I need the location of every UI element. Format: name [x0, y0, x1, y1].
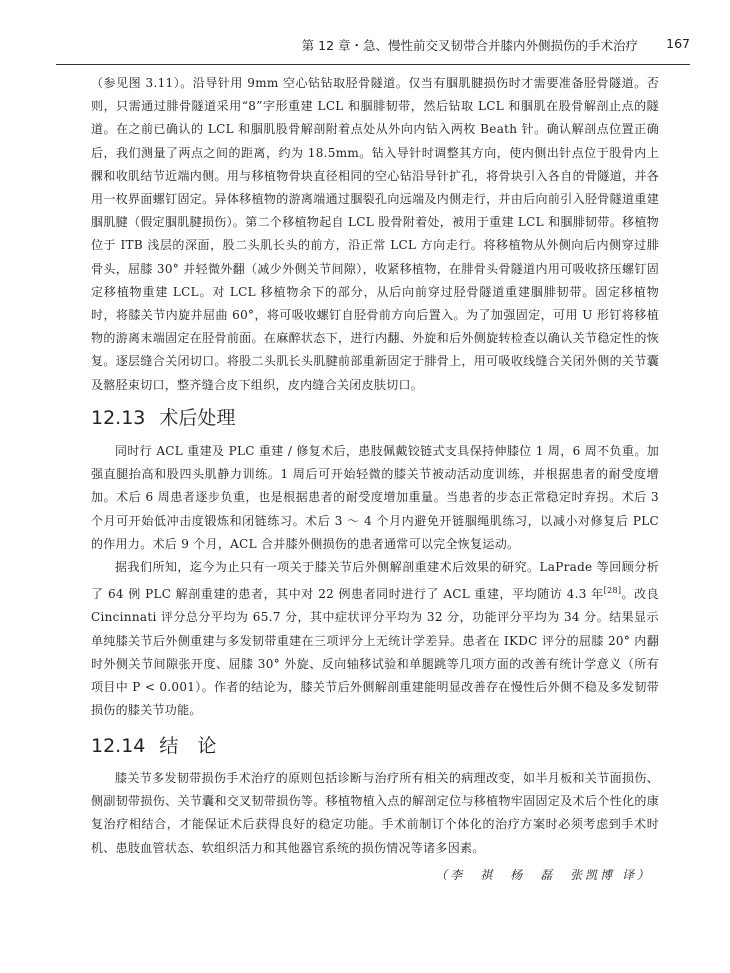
page-header: [56, 24, 690, 65]
paragraph-text: 。改良 Cincinnati 评分总分平均为 65.7 分，其中症状评分平均为 32 分，功能评分平均为 34 分。结果显示单纯膝关节后外侧重建与多发韧带重建在三项评分上无统计学差异。患者在 IKDC 评分的屈膝 20° 内翻时外侧关节间隙张开度、屈膝 30° 外旋、反向轴移试验和单腿跳等几项方面的改善有统计学意义（所有项目中 P < 0.001）。作者的结论为，膝关节后外侧解剖重建能明显改善存在慢性后外侧不稳及多发韧带损伤的膝关节功能。: [91, 587, 659, 718]
paragraph-text: 据我们所知，迄今为止只有一项关于膝关节后外侧解剖重建术后效果的研究。LaPrade 等回顾分析了 64 例 PLC 解剖重建的患者，其中对 22 例患者同时进行了 ACL 重建，平均随访 4.3 年: [91, 560, 659, 602]
postop-paragraph-2: [91, 556, 659, 722]
section-title: 术后处理: [159, 407, 236, 429]
intro-paragraph: （参见图 3.11）。沿导针用 9mm 空心钻钻取胫骨隧道。仅当有腘肌腱损伤时才需要准备胫骨隧道。否则，只需通过腓骨隧道采用“8”字形重建 LCL 和腘腓韧带，然后钻取 LCL 和腘肌在股骨解剖止点的隧道。在之前已确认的 LCL 和腘肌股骨解剖附着点处从外向内钻入两枚 Beath 针。确认解剖点位置正确后，我们测量了两点之间的距离，约为 18.5mm。钻入导针时调整其方向，使内侧出针点位于股骨内上髁和收肌结节近端内侧。用与移植物骨块直径相同的空心钻沿导针扩孔，将骨块引入各自的骨隧道，并各用一枚界面螺钉固定。异体移植物的游离端通过腘裂孔向远端及内侧走行，并由后向前引入胫骨隧道重建腘肌腱（假定腘肌腱损伤）。第二个移植物起自 LCL 股骨附着处，被用于重建 LCL 和腘腓韧带。移植物位于 ITB 浅层的深面，股二头肌长头的前方，沿正常 LCL 方向走行。将移植物从外侧向后内侧穿过腓骨头，屈膝 30° 并轻微外翻（减少外侧关节间隙），收紧移植物，在腓骨头骨隧道内用可吸收挤压螺钉固定移植物重建 LCL。对 LCL 移植物余下的部分，从后向前穿过胫骨隧道重建腘腓韧带。固定移植物时，将膝关节内旋并屈曲 60°，将可吸收螺钉自胫骨前方向后置入。为了加强固定，可用 U 形钉将移植物的游离末端固定在胫骨前面。在麻醉状态下，进行内翻、外旋和后外侧旋转检查以确认关节稳定性的恢复。逐层缝合关闭切口。将股二头肌长头肌腱前部重新固定于腓骨上，用可吸收线缝合关闭外侧的关节囊及髂胫束切口，整齐缝合皮下组织，皮内缝合关闭皮肤切口。: [91, 76, 659, 392]
section-title: 结 论: [159, 735, 217, 757]
citation: [28]: [603, 586, 622, 596]
section-heading-12-13: [91, 403, 235, 430]
section-12-14-body: [91, 767, 659, 860]
conclusion-paragraph: 膝关节多发韧带损伤手术治疗的原则包括诊断与治疗所有相关的病理改变，如半月板和关节面损伤、侧副韧带损伤、关节囊和交叉韧带损伤等。移植物植入点的解剖定位与移植物牢固固定及术后个性化的康复治疗相结合，才能保证术后获得良好的稳定功能。手术前制订个体化的治疗方案时必须考虑到手术时机、患肢血管状态、软组织活力和其他器官系统的损伤情况等诸多因素。: [91, 771, 659, 855]
running-title: 第 12 章・急、慢性前交叉韧带合并膝内外侧损伤的手术治疗: [301, 38, 638, 53]
section-number: 12.13: [91, 407, 146, 429]
intro-block: [91, 72, 659, 397]
page-number: 167: [666, 36, 690, 51]
translator-credit: （李 祺 杨 磊 张凯博 译）: [435, 868, 652, 882]
postop-paragraph-1: 同时行 ACL 重建及 PLC 重建 / 修复术后，患肢佩戴铰链式支具保持伸膝位 1 周，6 周不负重。加强直腿抬高和股四头肌静力训练。1 周后可开始轻微的膝关节被动活动度训练，并根据患者的耐受度增加。术后 6 周患者逐步负重，也是根据患者的耐受度增加重量。当患者的步态正常稳定时弃拐。术后 3 个月可开始低冲击度锻炼和闭链练习。术后 3 ～ 4 个月内避免开链腘绳肌练习，以减小对修复后 PLC 的作用力。术后 9 个月，ACL 合并膝外侧损伤的患者通常可以完全恢复运动。: [91, 444, 659, 551]
section-12-13-body: [91, 440, 659, 722]
section-heading-12-14: [91, 731, 216, 758]
section-number: 12.14: [91, 735, 146, 757]
